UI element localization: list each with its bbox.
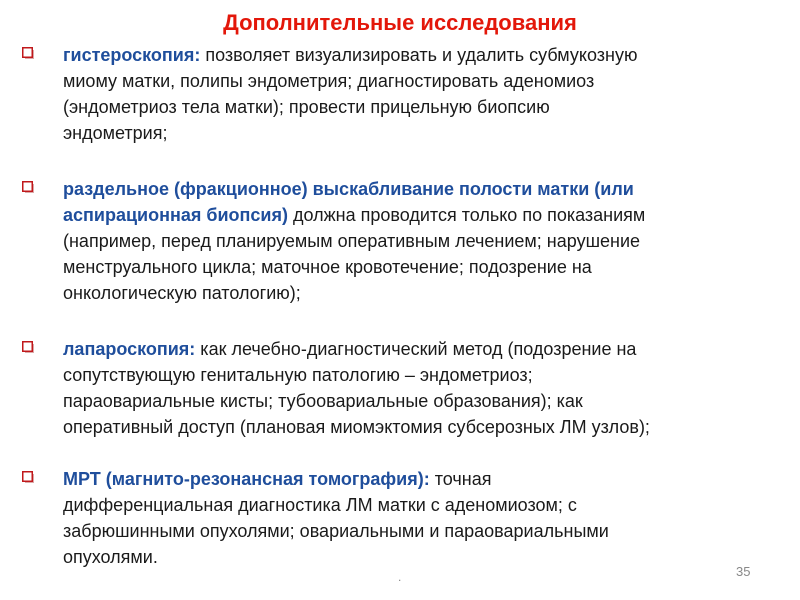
bullet-term: МРТ (магнито-резонансная томография): <box>63 469 430 489</box>
bullet-text <box>63 42 792 146</box>
bullet-curettage <box>22 176 792 306</box>
bullet-text <box>63 466 792 570</box>
bullet-term: лапароскопия: <box>63 339 196 359</box>
bullet-term: гистероскопия: <box>63 45 201 65</box>
square-checkbox-bullet-icon <box>22 471 35 484</box>
bullet-mri <box>22 466 792 570</box>
bullet-line: точная <box>429 469 492 489</box>
bullet-line: сопутствующую генитальную патологию – эндометриоз; <box>63 365 533 385</box>
slide-title: Дополнительные исследования <box>223 10 577 35</box>
footer-mark: . <box>398 570 402 584</box>
bullet-term: аспирационная биопсия) <box>63 205 288 225</box>
bullet-line: оперативный доступ (плановая миомэктомия субсерозных ЛМ узлов); <box>63 417 650 437</box>
bullet-line: дифференциальная диагностика ЛМ матки с аденомиозом; с <box>63 495 577 515</box>
page-number: 35 <box>736 564 751 579</box>
bullet-line: эндометрия; <box>63 123 168 143</box>
square-checkbox-bullet-icon <box>22 181 35 194</box>
bullet-line: позволяет визуализировать и удалить субмукозную <box>200 45 638 65</box>
bullet-line: как лечебно-диагностический метод (подозрение на <box>195 339 637 359</box>
bullet-line: менструального цикла; маточное кровотечение; подозрение на <box>63 257 592 277</box>
bullet-line: (эндометриоз тела матки); провести прицельную биопсию <box>63 97 550 117</box>
bullet-line: параовариальные кисты; тубоовариальные образования); как <box>63 391 583 411</box>
bullet-line: забрюшинными опухолями; овариальными и параовариальными <box>63 521 609 541</box>
bullet-line: (например, перед планируемым оперативным лечением; нарушение <box>63 231 641 251</box>
bullet-line: миому матки, полипы эндометрия; диагностировать аденомиоз <box>63 71 595 91</box>
bullet-text <box>63 336 792 440</box>
square-checkbox-bullet-icon <box>22 47 35 60</box>
square-checkbox-bullet-icon <box>22 341 35 354</box>
bullet-line: должна проводится только по показаниям <box>287 205 646 225</box>
bullet-line: опухолями. <box>63 547 158 567</box>
bullet-term: раздельное (фракционное) выскабливание полости матки (или <box>63 179 634 199</box>
bullet-laparoscopy <box>22 336 792 440</box>
bullet-line: онкологическую патологию); <box>63 283 301 303</box>
bullet-text <box>63 176 792 306</box>
bullet-hysteroscopy <box>22 42 792 146</box>
